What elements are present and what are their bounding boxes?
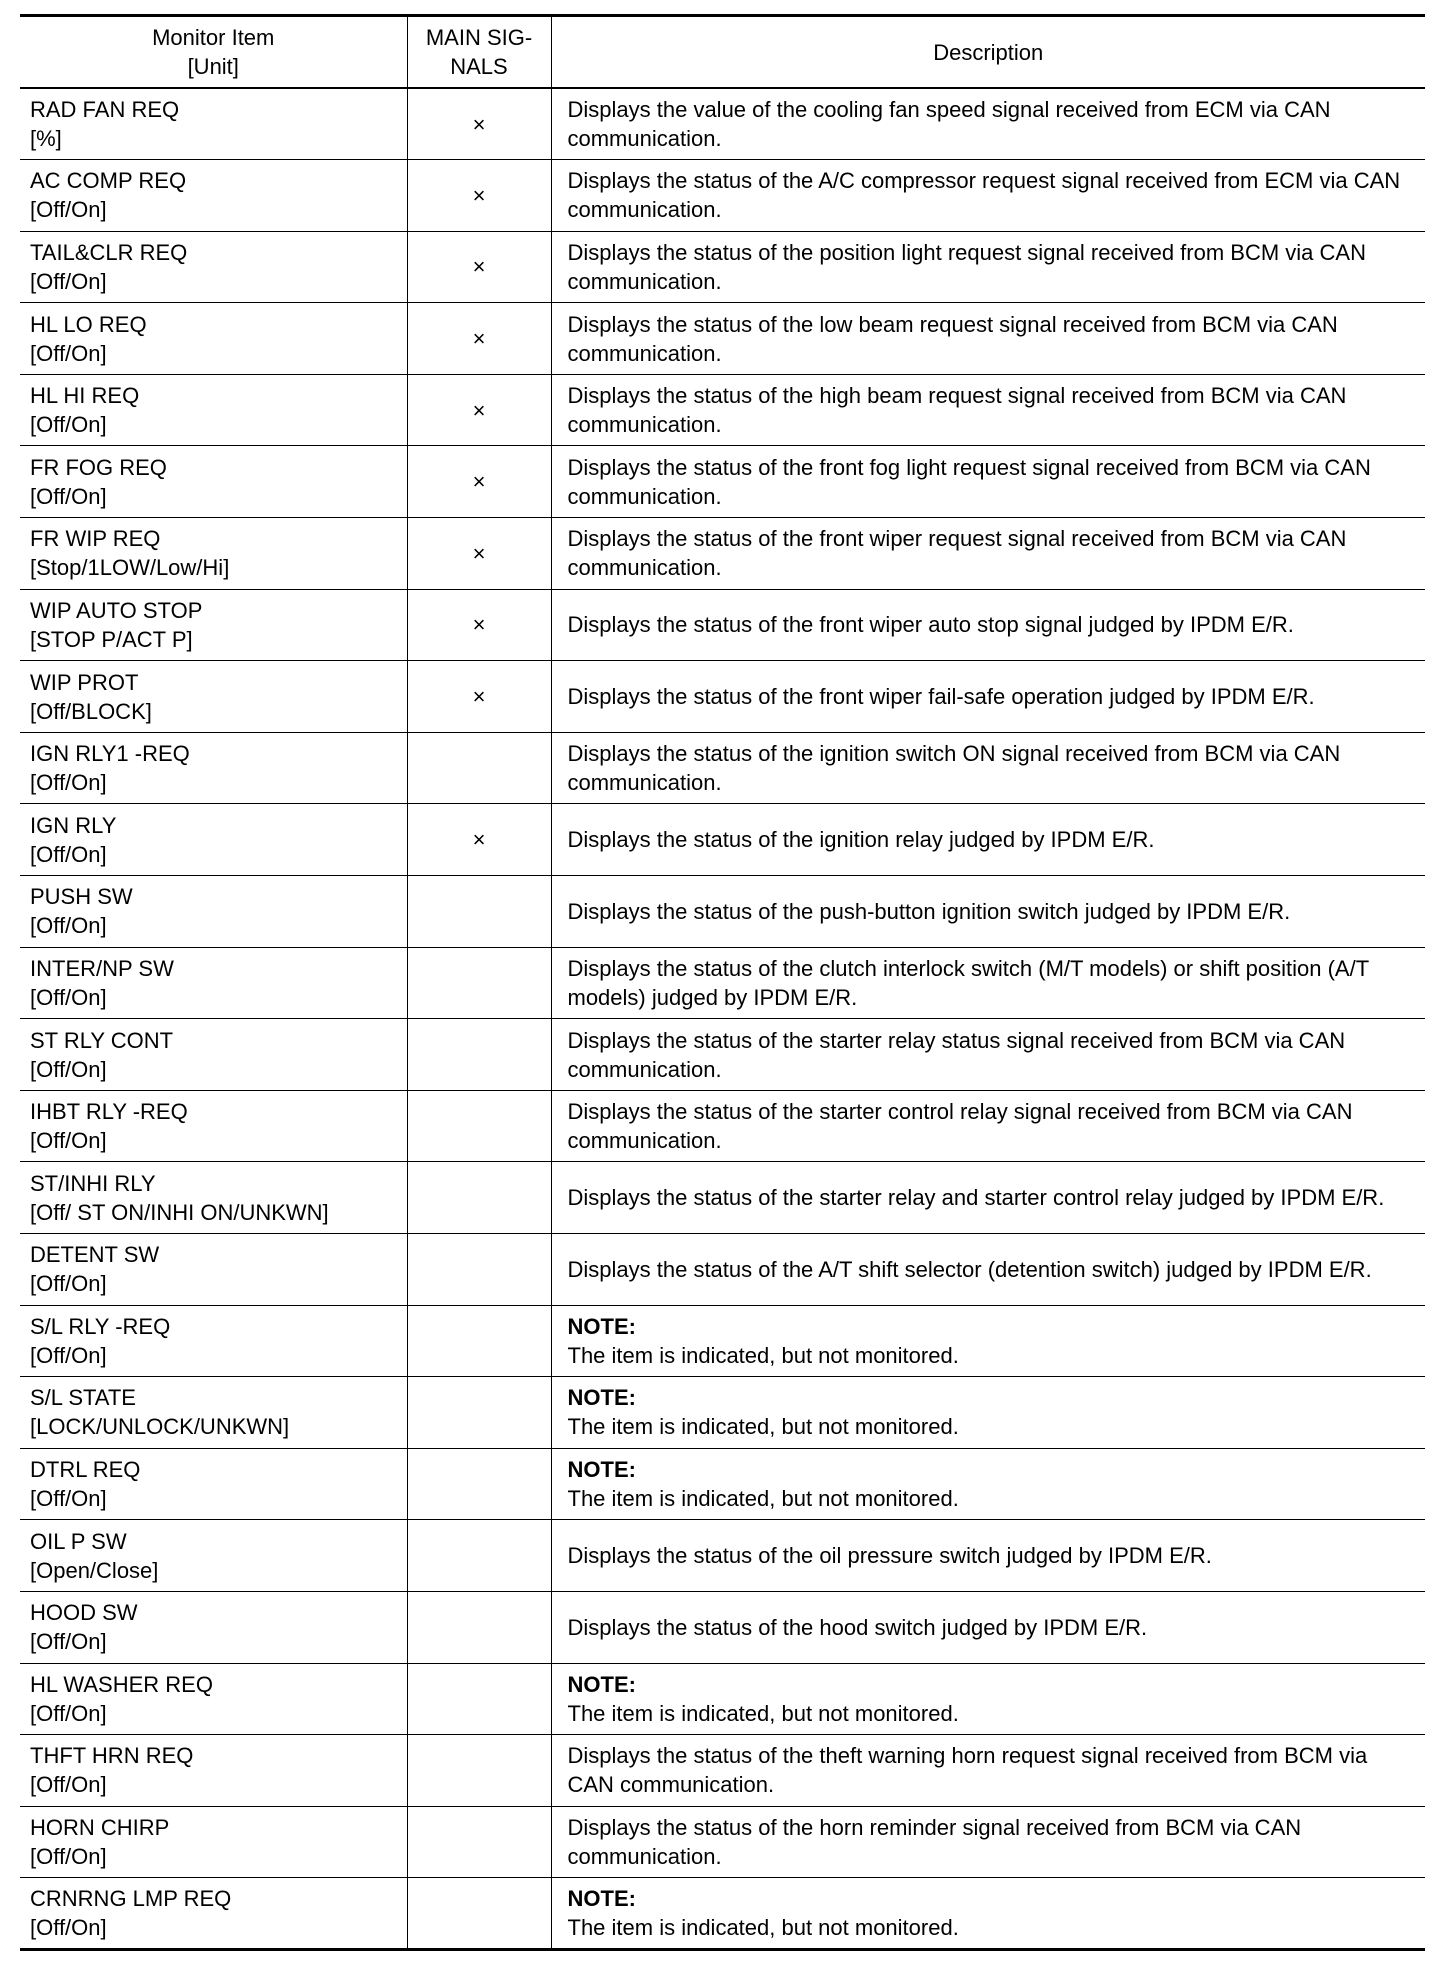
note-label: NOTE: xyxy=(567,1886,636,1912)
main-signal-mark: × xyxy=(472,540,486,566)
table-row xyxy=(20,876,1425,948)
monitor-item-name: IHBT RLY -REQ xyxy=(30,1099,188,1125)
description-text: The item is indicated, but not monitored. xyxy=(567,1414,959,1440)
main-signal-cell xyxy=(407,303,551,375)
table-row xyxy=(20,518,1425,590)
description-text: Displays the status of the front wiper auto stop signal judged by IPDM E/R. xyxy=(567,612,1294,638)
description-cell xyxy=(551,1234,1425,1306)
monitor-item-cell xyxy=(20,1735,407,1807)
monitor-item-unit: [Stop/1LOW/Low/Hi] xyxy=(30,555,230,581)
main-signal-cell xyxy=(407,732,551,804)
description-cell xyxy=(551,1520,1425,1592)
main-signal-cell xyxy=(407,589,551,661)
monitor-item-name: HOOD SW xyxy=(30,1600,138,1626)
main-signal-cell xyxy=(407,1878,551,1950)
monitor-item-cell xyxy=(20,1663,407,1735)
monitor-item-cell xyxy=(20,1520,407,1592)
header-monitor-item xyxy=(20,16,407,89)
table-row xyxy=(20,446,1425,518)
description-cell xyxy=(551,876,1425,948)
description-cell xyxy=(551,1019,1425,1091)
table-row xyxy=(20,1806,1425,1878)
description-text: Displays the status of the starter control relay signal received from BCM via CAN communication. xyxy=(567,1099,1353,1154)
monitor-item-cell xyxy=(20,446,407,518)
monitor-item-cell xyxy=(20,1090,407,1162)
monitor-item-cell xyxy=(20,1019,407,1091)
monitor-item-name: DETENT SW xyxy=(30,1242,160,1268)
monitor-item-name: HL LO REQ xyxy=(30,311,147,337)
monitor-item-name: HL WASHER REQ xyxy=(30,1671,213,1697)
monitor-item-cell xyxy=(20,1591,407,1663)
monitor-item-name: AC COMP REQ xyxy=(30,168,187,194)
description-text: Displays the status of the high beam request signal received from BCM via CAN communication. xyxy=(567,383,1347,438)
monitor-item-unit: [Open/Close] xyxy=(30,1557,159,1583)
main-signal-mark: × xyxy=(472,254,486,280)
table-row xyxy=(20,1234,1425,1306)
monitor-item-cell xyxy=(20,231,407,303)
monitor-item-unit: [Off/On] xyxy=(30,340,107,366)
main-signal-cell xyxy=(407,374,551,446)
monitor-item-cell xyxy=(20,1234,407,1306)
description-text: Displays the status of the theft warning horn request signal received from BCM via CAN communication. xyxy=(567,1743,1368,1798)
main-signal-mark: × xyxy=(472,397,486,423)
monitor-item-unit: [Off/On] xyxy=(30,1629,107,1655)
monitor-item-cell xyxy=(20,1806,407,1878)
main-signal-mark: × xyxy=(472,827,486,853)
table-row xyxy=(20,1448,1425,1520)
monitor-item-unit: [%] xyxy=(30,126,62,152)
main-signal-cell xyxy=(407,661,551,733)
description-cell xyxy=(551,160,1425,232)
monitor-item-unit: [Off/On] xyxy=(30,412,107,438)
monitor-item-cell xyxy=(20,518,407,590)
description-text: Displays the status of the starter relay status signal received from BCM via CAN communication. xyxy=(567,1027,1346,1082)
monitor-item-unit: [Off/BLOCK] xyxy=(30,698,152,724)
description-cell xyxy=(551,1735,1425,1807)
description-text: Displays the status of the front fog light request signal received from BCM via CAN communication. xyxy=(567,454,1371,509)
monitor-item-unit: [Off/On] xyxy=(30,1056,107,1082)
monitor-item-name: INTER/NP SW xyxy=(30,955,174,981)
main-signal-cell xyxy=(407,1162,551,1234)
monitor-item-cell xyxy=(20,160,407,232)
description-text: Displays the status of the A/C compressor request signal received from ECM via CAN communication. xyxy=(567,168,1401,223)
main-signal-mark: × xyxy=(472,684,486,710)
table-row xyxy=(20,661,1425,733)
monitor-item-cell xyxy=(20,1448,407,1520)
description-cell xyxy=(551,518,1425,590)
monitor-item-unit: [Off/On] xyxy=(30,1486,107,1512)
description-text: Displays the status of the ignition relay judged by IPDM E/R. xyxy=(567,827,1155,853)
description-cell xyxy=(551,303,1425,375)
description-text: Displays the value of the cooling fan speed signal received from ECM via CAN communication. xyxy=(567,97,1331,152)
header-monitor-item-line2: [Unit] xyxy=(187,54,239,79)
monitor-item-name: IGN RLY1 -REQ xyxy=(30,741,190,767)
monitor-item-unit: [Off/On] xyxy=(30,1915,107,1941)
description-text: Displays the status of the low beam request signal received from BCM via CAN communication. xyxy=(567,311,1338,366)
monitor-item-name: TAIL&CLR REQ xyxy=(30,239,188,265)
note-label: NOTE: xyxy=(567,1385,636,1411)
table-row xyxy=(20,1878,1425,1950)
description-text: Displays the status of the front wiper request signal received from BCM via CAN communication. xyxy=(567,526,1347,581)
monitor-item-unit: [Off/On] xyxy=(30,1844,107,1870)
table-row xyxy=(20,1019,1425,1091)
description-cell xyxy=(551,1448,1425,1520)
monitor-item-name: DTRL REQ xyxy=(30,1457,141,1483)
monitor-item-cell xyxy=(20,1305,407,1377)
description-cell xyxy=(551,732,1425,804)
monitor-item-cell xyxy=(20,374,407,446)
table-row xyxy=(20,231,1425,303)
description-text: Displays the status of the front wiper fail-safe operation judged by IPDM E/R. xyxy=(567,684,1315,710)
monitor-item-unit: [Off/On] xyxy=(30,770,107,796)
monitor-item-name: CRNRNG LMP REQ xyxy=(30,1886,232,1912)
description-text: The item is indicated, but not monitored. xyxy=(567,1915,959,1941)
main-signal-cell xyxy=(407,231,551,303)
header-main-signals-line2: NALS xyxy=(450,54,508,79)
monitor-item-unit: [Off/On] xyxy=(30,1700,107,1726)
monitor-item-unit: [Off/ ST ON/INHI ON/UNKWN] xyxy=(30,1199,329,1225)
monitor-item-cell xyxy=(20,1878,407,1950)
main-signal-mark: × xyxy=(472,182,486,208)
table-row xyxy=(20,1305,1425,1377)
monitor-item-name: THFT HRN REQ xyxy=(30,1743,194,1769)
main-signal-mark: × xyxy=(472,326,486,352)
table-row xyxy=(20,1520,1425,1592)
note-label: NOTE: xyxy=(567,1457,636,1483)
description-cell xyxy=(551,661,1425,733)
description-text: Displays the status of the clutch interlock switch (M/T models) or shift position (A/T models) judged by IPDM E/R. xyxy=(567,955,1369,1010)
monitor-item-cell xyxy=(20,1377,407,1449)
description-cell xyxy=(551,231,1425,303)
monitor-item-unit: [STOP P/ACT P] xyxy=(30,626,193,652)
monitor-item-name: WIP AUTO STOP xyxy=(30,597,203,623)
description-cell xyxy=(551,1090,1425,1162)
monitor-item-cell xyxy=(20,661,407,733)
table-body xyxy=(20,88,1425,1949)
main-signal-cell xyxy=(407,804,551,876)
header-description: Description xyxy=(551,16,1425,89)
monitor-item-name: ST/INHI RLY xyxy=(30,1170,156,1196)
note-label: NOTE: xyxy=(567,1313,636,1339)
monitor-item-unit: [Off/On] xyxy=(30,1128,107,1154)
monitor-item-cell xyxy=(20,804,407,876)
table-row xyxy=(20,589,1425,661)
table-row xyxy=(20,88,1425,160)
main-signal-cell xyxy=(407,446,551,518)
table-row xyxy=(20,1377,1425,1449)
table-row xyxy=(20,303,1425,375)
main-signal-cell xyxy=(407,88,551,160)
monitor-item-cell xyxy=(20,589,407,661)
description-cell xyxy=(551,1377,1425,1449)
description-text: The item is indicated, but not monitored. xyxy=(567,1700,959,1726)
monitor-item-unit: [Off/On] xyxy=(30,483,107,509)
main-signal-cell xyxy=(407,1663,551,1735)
main-signal-cell xyxy=(407,1448,551,1520)
main-signal-cell xyxy=(407,1806,551,1878)
table-row xyxy=(20,1735,1425,1807)
description-cell xyxy=(551,1591,1425,1663)
monitor-item-name: HORN CHIRP xyxy=(30,1815,170,1841)
main-signal-cell xyxy=(407,1520,551,1592)
monitor-item-cell xyxy=(20,947,407,1019)
table-row xyxy=(20,1162,1425,1234)
monitor-item-name: RAD FAN REQ xyxy=(30,97,180,123)
monitor-item-table xyxy=(20,14,1425,1951)
description-cell xyxy=(551,804,1425,876)
description-text: Displays the status of the hood switch judged by IPDM E/R. xyxy=(567,1614,1148,1640)
main-signal-cell xyxy=(407,1305,551,1377)
description-cell xyxy=(551,446,1425,518)
table-header-row xyxy=(20,16,1425,89)
main-signal-cell xyxy=(407,160,551,232)
description-cell xyxy=(551,1806,1425,1878)
monitor-item-unit: [Off/On] xyxy=(30,1271,107,1297)
table-row xyxy=(20,1591,1425,1663)
monitor-item-name: FR WIP REQ xyxy=(30,526,161,552)
monitor-item-name: WIP PROT xyxy=(30,669,139,695)
main-signal-cell xyxy=(407,518,551,590)
monitor-item-name: S/L RLY -REQ xyxy=(30,1313,171,1339)
main-signal-cell xyxy=(407,947,551,1019)
description-cell xyxy=(551,589,1425,661)
main-signal-cell xyxy=(407,1234,551,1306)
main-signal-cell xyxy=(407,1735,551,1807)
description-cell xyxy=(551,88,1425,160)
main-signal-cell xyxy=(407,1090,551,1162)
monitor-item-unit: [Off/On] xyxy=(30,841,107,867)
table-row xyxy=(20,1090,1425,1162)
description-text: The item is indicated, but not monitored. xyxy=(567,1342,959,1368)
description-text: Displays the status of the position light request signal received from BCM via CAN communication. xyxy=(567,239,1366,294)
monitor-item-unit: [Off/On] xyxy=(30,1342,107,1368)
description-cell xyxy=(551,1305,1425,1377)
header-main-signals xyxy=(407,16,551,89)
description-text: Displays the status of the ignition switch ON signal received from BCM via CAN communication. xyxy=(567,741,1341,796)
monitor-item-name: OIL P SW xyxy=(30,1528,127,1554)
description-text: Displays the status of the A/T shift selector (detention switch) judged by IPDM E/R. xyxy=(567,1256,1372,1282)
header-monitor-item-line1: Monitor Item xyxy=(152,25,275,50)
description-text: Displays the status of the push-button ignition switch judged by IPDM E/R. xyxy=(567,898,1291,924)
main-signal-cell xyxy=(407,1019,551,1091)
description-cell xyxy=(551,1878,1425,1950)
monitor-item-unit: [Off/On] xyxy=(30,268,107,294)
description-text: Displays the status of the oil pressure switch judged by IPDM E/R. xyxy=(567,1543,1212,1569)
monitor-item-name: HL HI REQ xyxy=(30,383,140,409)
table-row xyxy=(20,374,1425,446)
table-row xyxy=(20,160,1425,232)
main-signal-mark: × xyxy=(472,469,486,495)
monitor-item-unit: [Off/On] xyxy=(30,913,107,939)
table-row xyxy=(20,947,1425,1019)
table-row xyxy=(20,732,1425,804)
monitor-item-cell xyxy=(20,876,407,948)
main-signal-cell xyxy=(407,876,551,948)
monitor-item-cell xyxy=(20,303,407,375)
monitor-item-cell xyxy=(20,1162,407,1234)
monitor-item-cell xyxy=(20,88,407,160)
monitor-item-name: FR FOG REQ xyxy=(30,454,167,480)
description-text: Displays the status of the horn reminder signal received from BCM via CAN communication. xyxy=(567,1815,1302,1870)
main-signal-cell xyxy=(407,1591,551,1663)
monitor-item-unit: [Off/On] xyxy=(30,984,107,1010)
description-text: Displays the status of the starter relay and starter control relay judged by IPDM E/R. xyxy=(567,1185,1385,1211)
main-signal-mark: × xyxy=(472,612,486,638)
description-cell xyxy=(551,1663,1425,1735)
note-label: NOTE: xyxy=(567,1671,636,1697)
monitor-item-name: ST RLY CONT xyxy=(30,1027,174,1053)
monitor-item-cell xyxy=(20,732,407,804)
monitor-item-unit: [Off/On] xyxy=(30,1772,107,1798)
description-cell xyxy=(551,374,1425,446)
main-signal-mark: × xyxy=(472,111,486,137)
table-row xyxy=(20,804,1425,876)
monitor-item-name: PUSH SW xyxy=(30,884,133,910)
description-cell xyxy=(551,947,1425,1019)
description-cell xyxy=(551,1162,1425,1234)
monitor-item-unit: [Off/On] xyxy=(30,197,107,223)
main-signal-cell xyxy=(407,1377,551,1449)
header-main-signals-line1: MAIN SIG- xyxy=(425,25,533,50)
monitor-item-name: IGN RLY xyxy=(30,812,117,838)
monitor-item-unit: [LOCK/UNLOCK/UNKWN] xyxy=(30,1414,290,1440)
table-row xyxy=(20,1663,1425,1735)
monitor-item-name: S/L STATE xyxy=(30,1385,136,1411)
description-text: The item is indicated, but not monitored. xyxy=(567,1486,959,1512)
